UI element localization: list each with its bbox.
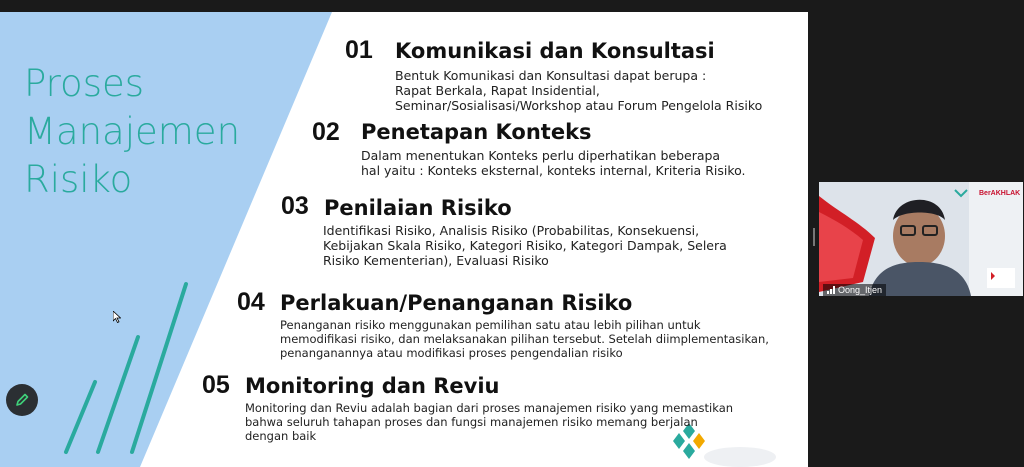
video-banner-text: BerAKHLAK xyxy=(979,190,1021,197)
slide-title: Proses Manajemen Risiko xyxy=(24,62,241,201)
participant-name: Oong_Itjen xyxy=(838,285,883,295)
panel-resize-handle[interactable] xyxy=(813,228,815,246)
item-heading-04: Perlakuan/Penanganan Risiko xyxy=(280,291,633,315)
pen-icon xyxy=(14,392,30,408)
item-number-03: 03 xyxy=(281,192,309,220)
item-heading-03: Penilaian Risiko xyxy=(324,196,512,220)
annotate-pen-button[interactable] xyxy=(6,384,38,416)
item-number-01: 01 xyxy=(345,36,373,64)
item-description-04: Penanganan risiko menggunakan pemilihan satu atau lebih pilihan untuk memodifikasi risiko, dan melaksanakan pilihan tersebut. Setelah diimplementasikan, penanganannya atau modifikasi proses pengendalian risiko xyxy=(280,318,769,360)
item-heading-01: Komunikasi dan Konsultasi xyxy=(395,39,715,63)
participant-video-tile[interactable] xyxy=(819,182,1023,296)
item-description-01: Bentuk Komunikasi dan Konsultasi dapat berupa : Rapat Berkala, Rapat Insidential, Seminar/Sosialisasi/Workshop atau Forum Pengelola Risiko xyxy=(395,68,763,113)
item-heading-05: Monitoring dan Reviu xyxy=(245,374,500,398)
item-description-03: Identifikasi Risiko, Analisis Risiko (Probabilitas, Konsekuensi, Kebijakan Skala Risiko, Kategori Risiko, Kategori Dampak, Selera Risiko Kementerian), Evaluasi Risiko xyxy=(323,223,727,268)
presentation-slide xyxy=(0,12,808,467)
item-number-04: 04 xyxy=(237,288,265,316)
participant-name-badge xyxy=(823,284,886,296)
mouse-cursor-icon xyxy=(113,311,121,323)
item-description-05: Monitoring dan Reviu adalah bagian dari proses manajemen risiko yang memastikan bahwa seluruh tahapan proses dan fungsi manajemen risiko memang berjalan dengan baik xyxy=(245,401,734,443)
item-heading-02: Penetapan Konteks xyxy=(361,120,592,144)
participant-video-frame xyxy=(819,182,1023,296)
item-number-02: 02 xyxy=(312,118,340,146)
item-description-02: Dalam menentukan Konteks perlu diperhatikan beberapa hal yaitu : Konteks eksternal, konteks internal, Kriteria Risiko. xyxy=(361,148,746,178)
signal-strength-icon xyxy=(827,286,835,294)
item-number-05: 05 xyxy=(202,371,230,399)
